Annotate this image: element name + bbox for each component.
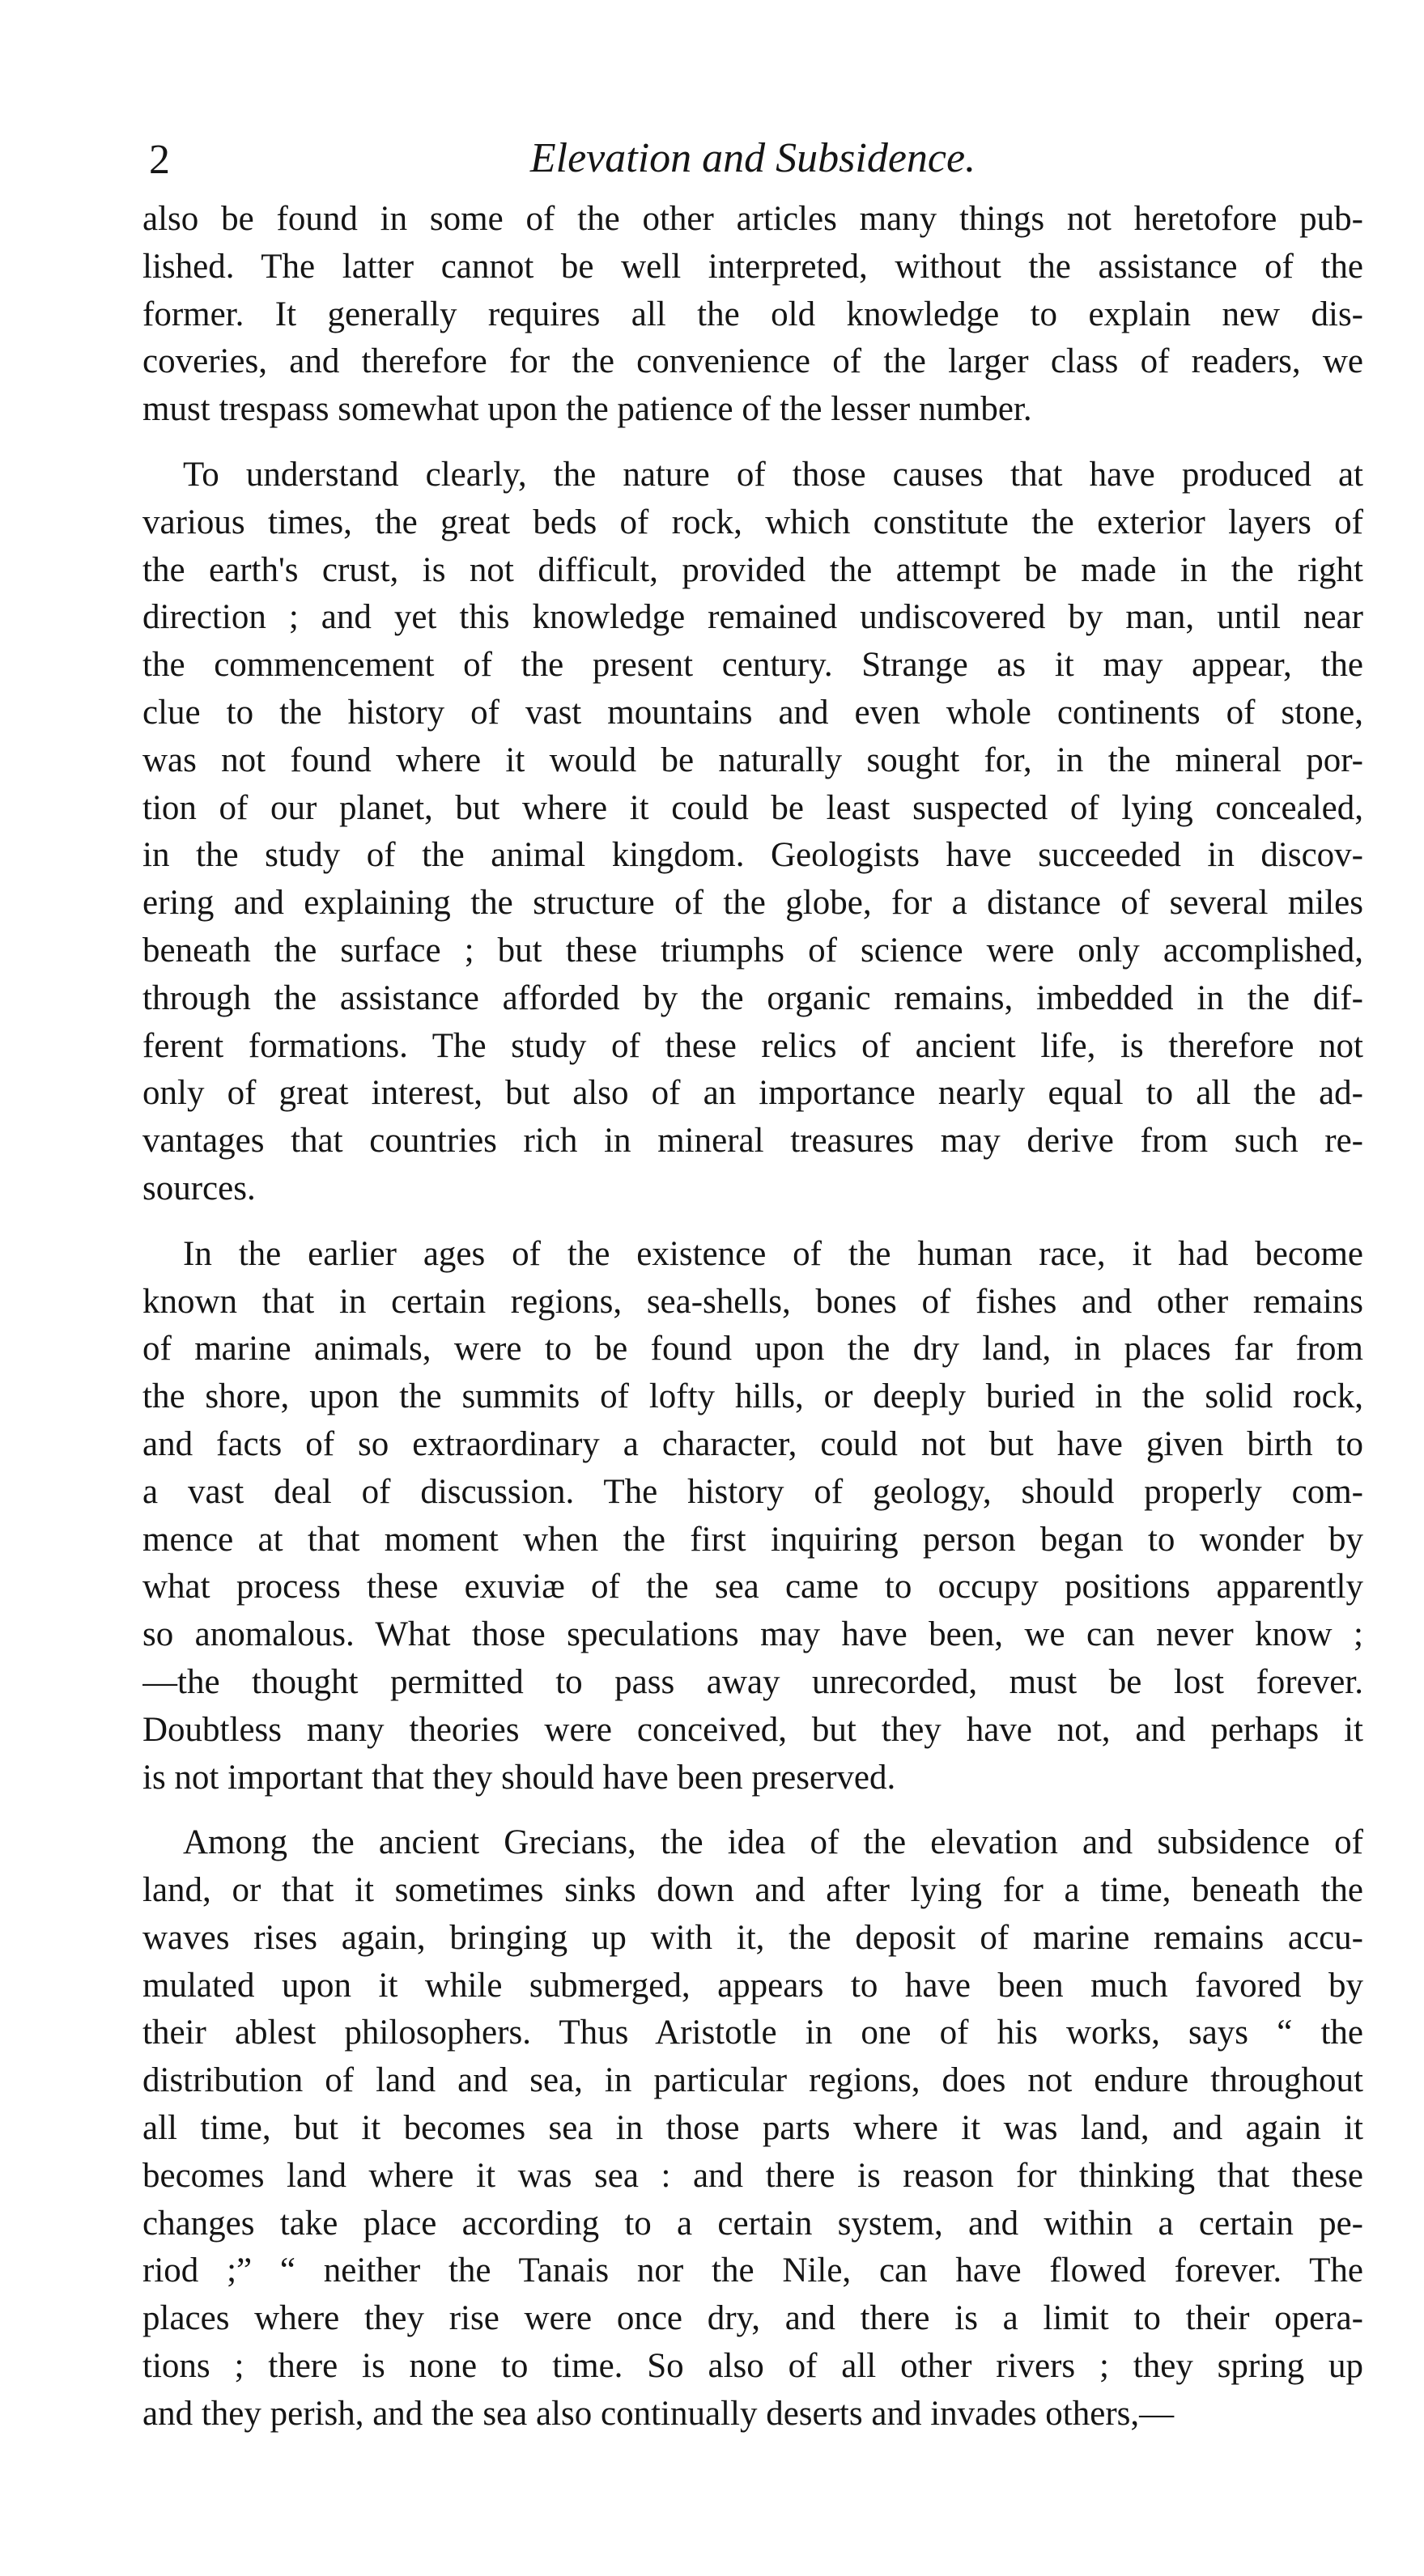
text-line: ering and explaining the structure of the globe, for a distance of several miles (142, 884, 1363, 923)
text-line: the shore, upon the summits of lofty hills, or deeply buried in the solid rock, (142, 1377, 1363, 1416)
text-line: a vast deal of discussion. The history of geology, should properly com- (142, 1472, 1363, 1511)
text-line: is not important that they should have been preserved. (142, 1758, 896, 1797)
text-line: land, or that it sometimes sinks down and after lying for a time, beneath the (142, 1871, 1363, 1910)
running-title: Elevation and Subsidence. (529, 135, 976, 181)
paragraph (142, 196, 1363, 434)
text-line: changes take place according to a certain system, and within a certain pe- (142, 2204, 1363, 2243)
text-line: all time, but it becomes sea in those parts where it was land, and again it (142, 2109, 1363, 2148)
text-line: known that in certain regions, sea-shells, bones of fishes and other remains (142, 1282, 1363, 1321)
body-text (142, 196, 1363, 2438)
paragraph (142, 452, 1363, 1213)
text-line: and they perish, and the sea also continually deserts and invades others,— (142, 2394, 1175, 2433)
text-line: distribution of land and sea, in particular regions, does not endure throughout (142, 2061, 1363, 2100)
paragraph (142, 1231, 1363, 1802)
text-line: must trespass somewhat upon the patience of the lesser number. (142, 390, 1032, 429)
text-line: tions ; there is none to time. So also of all other rivers ; they spring up (142, 2347, 1363, 2386)
text-line: various times, the great beds of rock, which constitute the exterior layers of (142, 503, 1363, 541)
text-line: what process these exuviæ of the sea came to occupy positions apparently (142, 1568, 1363, 1606)
text-line: clue to the history of vast mountains and even whole continents of stone, (142, 693, 1363, 732)
text-line: in the study of the animal kingdom. Geologists have succeeded in discov- (142, 836, 1363, 875)
text-line: beneath the surface ; but these triumphs of science were only accomplished, (142, 931, 1363, 970)
text-line: the commencement of the present century. Strange as it may appear, the (142, 646, 1363, 685)
page-number: 2 (149, 137, 170, 183)
text-line: only of great interest, but also of an importance nearly equal to all the ad- (142, 1074, 1363, 1113)
text-line: lished. The latter cannot be well interpreted, without the assistance of the (142, 247, 1363, 286)
text-line: direction ; and yet this knowledge remained undiscovered by man, until near (142, 598, 1363, 637)
text-line: —the thought permitted to pass away unrecorded, must be lost forever. (142, 1662, 1363, 1701)
text-line: also be found in some of the other articles many things not heretofore pub- (142, 200, 1363, 238)
text-line: sources. (142, 1169, 256, 1207)
text-line: In the earlier ages of the existence of the human race, it had become (183, 1234, 1363, 1273)
book-page (142, 121, 1363, 2456)
text-line: former. It generally requires all the old knowledge to explain new dis- (142, 295, 1363, 333)
page-header (142, 121, 1363, 196)
text-line: tion of our planet, but where it could be least suspected of lying concealed, (142, 788, 1363, 827)
text-line: ferent formations. The study of these relics of ancient life, is therefore not (142, 1026, 1363, 1065)
text-line: vantages that countries rich in mineral treasures may derive from such re- (142, 1122, 1363, 1161)
text-line: Doubtless many theories were conceived, but they have not, and perhaps it (142, 1710, 1363, 1749)
text-line: mence at that moment when the first inquiring person began to wonder by (142, 1520, 1363, 1559)
text-line: coveries, and therefore for the convenience of the larger class of readers, we (142, 342, 1363, 381)
text-line: the earth's crust, is not difficult, provided the attempt be made in the right (142, 550, 1363, 589)
text-line: places where they rise were once dry, and there is a limit to their opera- (142, 2299, 1363, 2338)
text-line: of marine animals, were to be found upon the dry land, in places far from (142, 1330, 1363, 1369)
text-line: was not found where it would be naturally sought for, in the mineral por- (142, 741, 1363, 779)
text-line: riod ;” “ neither the Tanais nor the Nile, can have flowed forever. The (142, 2251, 1363, 2290)
paragraph (142, 1819, 1363, 2438)
text-line: their ablest philosophers. Thus Aristotle in one of his works, says “ the (142, 2014, 1363, 2052)
text-line: waves rises again, bringing up with it, the deposit of marine remains accu- (142, 1918, 1363, 1957)
text-line: and facts of so extraordinary a character, could not but have given birth to (142, 1424, 1363, 1463)
text-line: Among the ancient Grecians, the idea of the elevation and subsidence of (183, 1823, 1363, 1862)
text-line: becomes land where it was sea : and there is reason for thinking that these (142, 2156, 1363, 2195)
text-line: through the assistance afforded by the organic remains, imbedded in the dif- (142, 978, 1363, 1017)
text-line: To understand clearly, the nature of those causes that have produced at (183, 455, 1363, 494)
text-line: so anomalous. What those speculations may have been, we can never know ; (142, 1615, 1363, 1654)
text-line: mulated upon it while submerged, appears to have been much favored by (142, 1966, 1363, 2005)
